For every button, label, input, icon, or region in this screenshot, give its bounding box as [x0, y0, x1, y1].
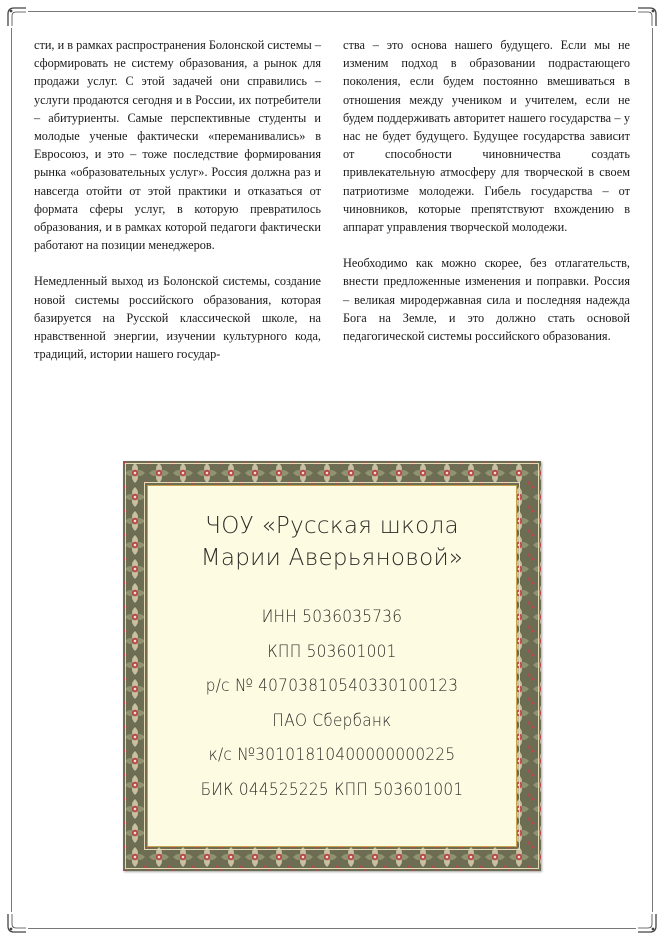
article-column-left	[34, 36, 321, 381]
frame-corner-ornament	[6, 912, 28, 934]
article-paragraph: Необходимо как можно скорее, без отлагательств, внести предложенные изменения и поправки. Россия – великая миродержавная сила и последняя надежда Бога на Земле, и это должно стать основой педагогической системы российского образования.	[343, 256, 630, 344]
bik-kpp-line: БИК 044525225 КПП 503601001	[200, 779, 464, 800]
organization-name	[148, 510, 516, 574]
kpp-line: КПП 503601001	[267, 641, 397, 662]
article-body	[34, 36, 630, 381]
frame-line	[28, 11, 636, 12]
correspondent-account-line: к/с №30101810400000000225	[208, 745, 456, 765]
settlement-account-line: р/с № 40703810540330100123	[205, 676, 459, 696]
article-paragraph: ства – это основа нашего будущего. Если мы не изменим подход в образовании подрастающего поколения, если будем постоянно вмешиваться в отношения между учеником и учителем, если не будем поддерживать авторитет нашего государства – у нас не будет будущего. Будущее государства зависит от способности чиновничества создать привлекательную атмосферу для творческой в своем патриотизме молодежи. Гибель государства – от чиновников, которые препятствуют вхождению в аппарат управления творческой молодежи.	[343, 38, 630, 235]
article-column-right	[343, 36, 630, 381]
article-paragraph: сти, и в рамках распространения Болонской системы – сформировать не систему образования, а рынок для продажи услуг. С этой задачей они справились – услуги продаются сегодня и в России, их потребители – абитуриенты. Самые перспективные студенты и молодые ученые фактически «переманивались» в Евросоюз, и это – тоже последствие формирования рынка «образовательных услуг». Россия должна раз и навсегда отойти от этой практики и отказаться от формата сферы услуг, в которую превратилось образования, и в рамках которой педагоги фактически работают на позиции менеджеров.	[34, 38, 321, 253]
frame-corner-ornament	[636, 6, 658, 28]
bank-name-line: ПАО Сбербанк	[272, 710, 392, 731]
article-paragraph: Немедленный выход из Болонской системы, создание новой системы российского образования, которая базируется на Русской классической школе, на нравственной энергии, изучении культурного кода, традиций, истории нашего государ-	[34, 274, 321, 362]
frame-corner-ornament	[6, 6, 28, 28]
inn-line: ИНН 5036035736	[261, 607, 403, 627]
bank-details-card	[123, 461, 541, 871]
frame-line	[652, 28, 653, 912]
bank-details-panel	[147, 485, 517, 847]
frame-line	[28, 928, 636, 929]
frame-line	[11, 28, 12, 912]
organization-name-line: ЧОУ «Русская школа	[205, 513, 459, 539]
requisites-list	[148, 600, 516, 807]
frame-corner-ornament	[636, 912, 658, 934]
organization-name-line: Марии Аверьяновой»	[200, 545, 464, 571]
